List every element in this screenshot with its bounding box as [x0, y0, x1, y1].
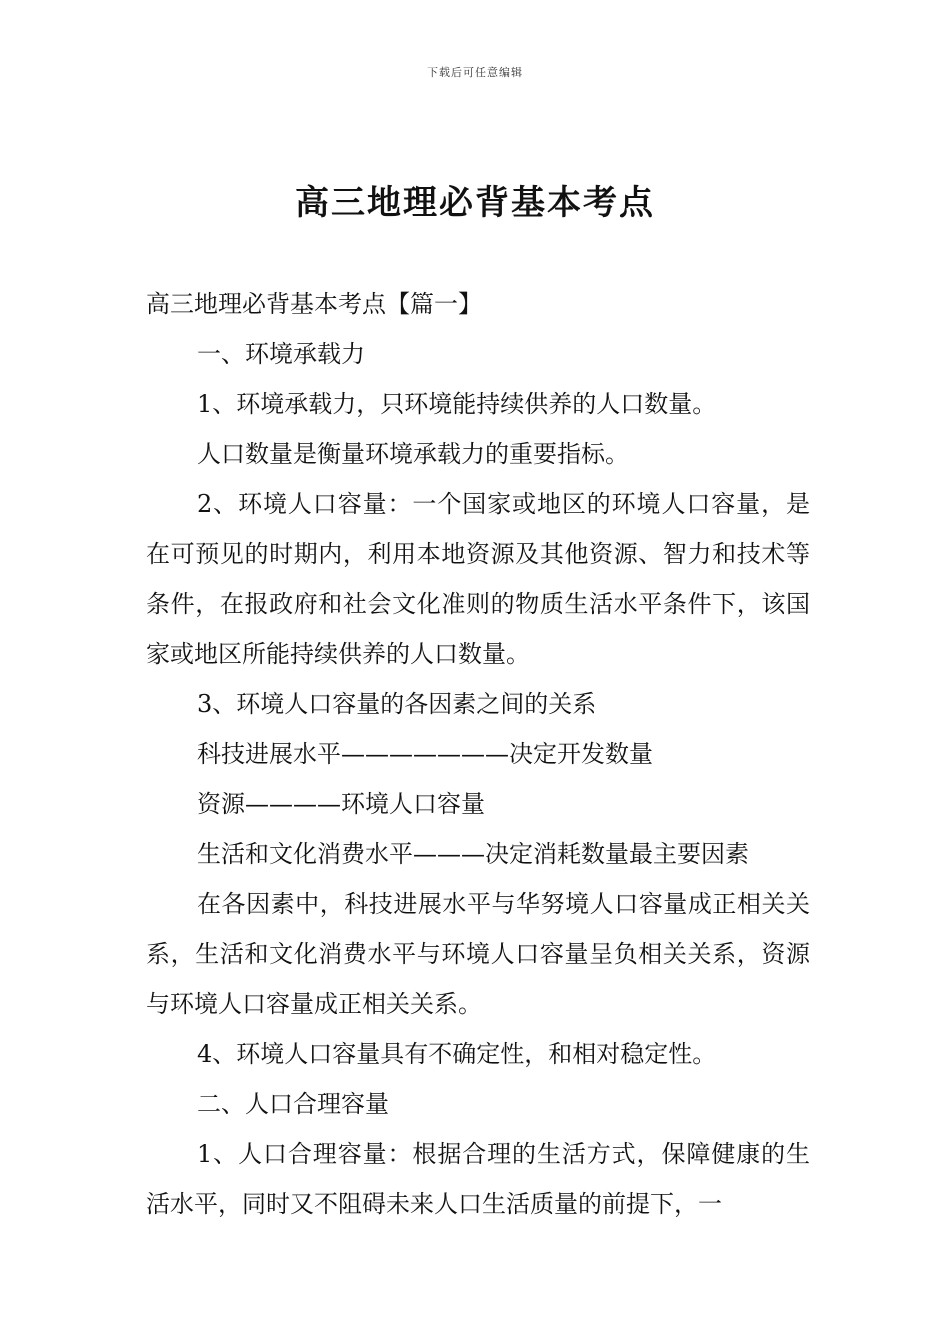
document-body: [146, 279, 810, 1229]
paragraph: 1、环境承载力，只环境能持续供养的人口数量。: [197, 390, 717, 418]
paragraph: 在各因素中，科技进展水平与华努境人口容量成正相关关系，生活和文化消费水平与环境人口容量呈负相关关系，资源与环境人口容量成正相关关系。: [146, 890, 810, 1018]
paragraph: 3、环境人口容量的各因素之间的关系: [197, 690, 597, 718]
paragraph: 1、人口合理容量：根据合理的生活方式，保障健康的生活水平，同时又不阻碍未来人口生活质量的前提下，一: [146, 1140, 810, 1218]
document-title: 高三地理必背基本考点: [295, 183, 655, 223]
paragraph: 人口数量是衡量环境承载力的重要指标。: [197, 440, 629, 468]
paragraph: 2、环境人口容量：一个国家或地区的环境人口容量，是在可预见的时期内，利用本地资源及其他资源、智力和技术等条件，在报政府和社会文化准则的物质生活水平条件下，该国家或地区所能持续供养的人口数量。: [146, 490, 810, 668]
paragraph: 4、环境人口容量具有不确定性，和相对稳定性。: [197, 1040, 717, 1068]
relation-line: 生活和文化消费水平———决定消耗数量最主要因素: [197, 840, 749, 868]
subsection-heading: 一、环境承载力: [197, 340, 365, 368]
relation-line: 科技进展水平———————决定开发数量: [197, 740, 653, 768]
section-heading: 高三地理必背基本考点【篇一】: [146, 290, 482, 318]
relation-line: 资源————环境人口容量: [197, 790, 485, 818]
page-header-note: 下载后可任意编辑: [427, 66, 523, 79]
subsection-heading: 二、人口合理容量: [197, 1090, 389, 1118]
